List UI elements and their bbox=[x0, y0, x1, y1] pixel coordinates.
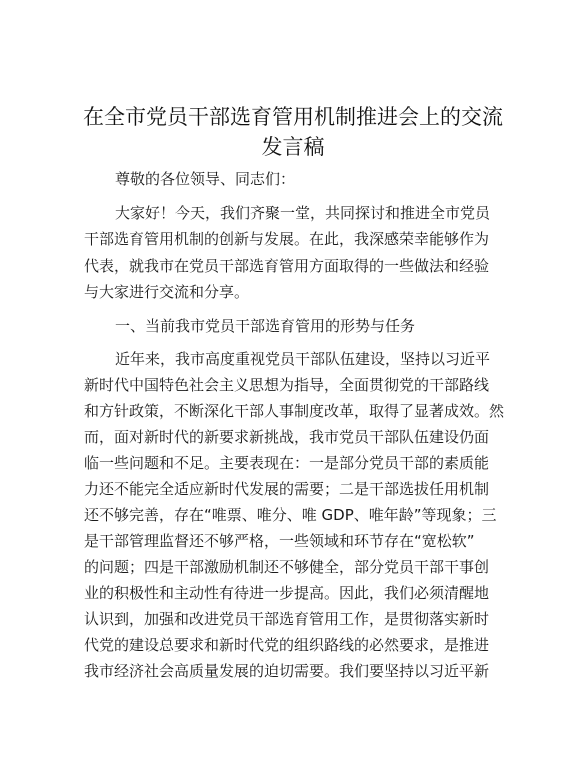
paragraph-line: 和方针政策，不断深化干部人事制度改革，取得了显著成效。然 bbox=[84, 402, 504, 420]
document-title-line-2: 发言稿 bbox=[261, 135, 325, 159]
paragraph-line: 代党的建设总要求和新时代党的组织路线的必然要求，是推进 bbox=[84, 636, 490, 654]
paragraph-line: 临一些问题和不足。主要表现在：一是部分党员干部的素质能 bbox=[84, 454, 490, 472]
paragraph-line: 代表，就我市在党员干部选育管用方面取得的一些做法和经验 bbox=[84, 257, 490, 275]
paragraph-line: 的问题；四是干部激励机制还不够健全，部分党员干部干事创 bbox=[84, 558, 490, 576]
paragraph-line: 与大家进行交流和分享。 bbox=[84, 283, 250, 301]
paragraph-line: 新时代中国特色社会主义思想为指导，全面贯彻党的干部路线 bbox=[84, 376, 490, 394]
paragraph-line: 大家好！今天，我们齐聚一堂，共同探讨和推进全市党员 bbox=[115, 204, 491, 222]
paragraph-line: 干部选育管用机制的创新与发展。在此，我深感荣幸能够作为 bbox=[84, 230, 490, 248]
paragraph-line: 我市经济社会高质量发展的迫切需要。我们要坚持以习近平新 bbox=[84, 662, 490, 680]
paragraph-line: 业的积极性和主动性有待进一步提高。因此，我们必须清醒地 bbox=[84, 584, 490, 602]
paragraph-line: 认识到，加强和改进党员干部选育管用工作，是贯彻落实新时 bbox=[84, 610, 490, 628]
paragraph-line: 近年来，我市高度重视党员干部队伍建设，坚持以习近平 bbox=[115, 350, 491, 368]
paragraph-line: 而，面对新时代的新要求新挑战，我市党员干部队伍建设仍面 bbox=[84, 428, 490, 446]
paragraph-line: 还不够完善，存在“唯票、唯分、唯 GDP、唯年龄”等现象；三 bbox=[84, 506, 497, 524]
salutation: 尊敬的各位领导、同志们： bbox=[115, 170, 296, 188]
section-heading: 一、当前我市党员干部选育管用的形势与任务 bbox=[115, 317, 416, 335]
paragraph-line: 力还不能完全适应新时代发展的需要；二是干部选拔任用机制 bbox=[84, 480, 490, 498]
document-title-line-1: 在全市党员干部选育管用机制推进会上的交流 bbox=[83, 105, 503, 129]
paragraph-line: 是干部管理监督还不够严格，一些领域和环节存在“宽松软” bbox=[84, 532, 475, 550]
